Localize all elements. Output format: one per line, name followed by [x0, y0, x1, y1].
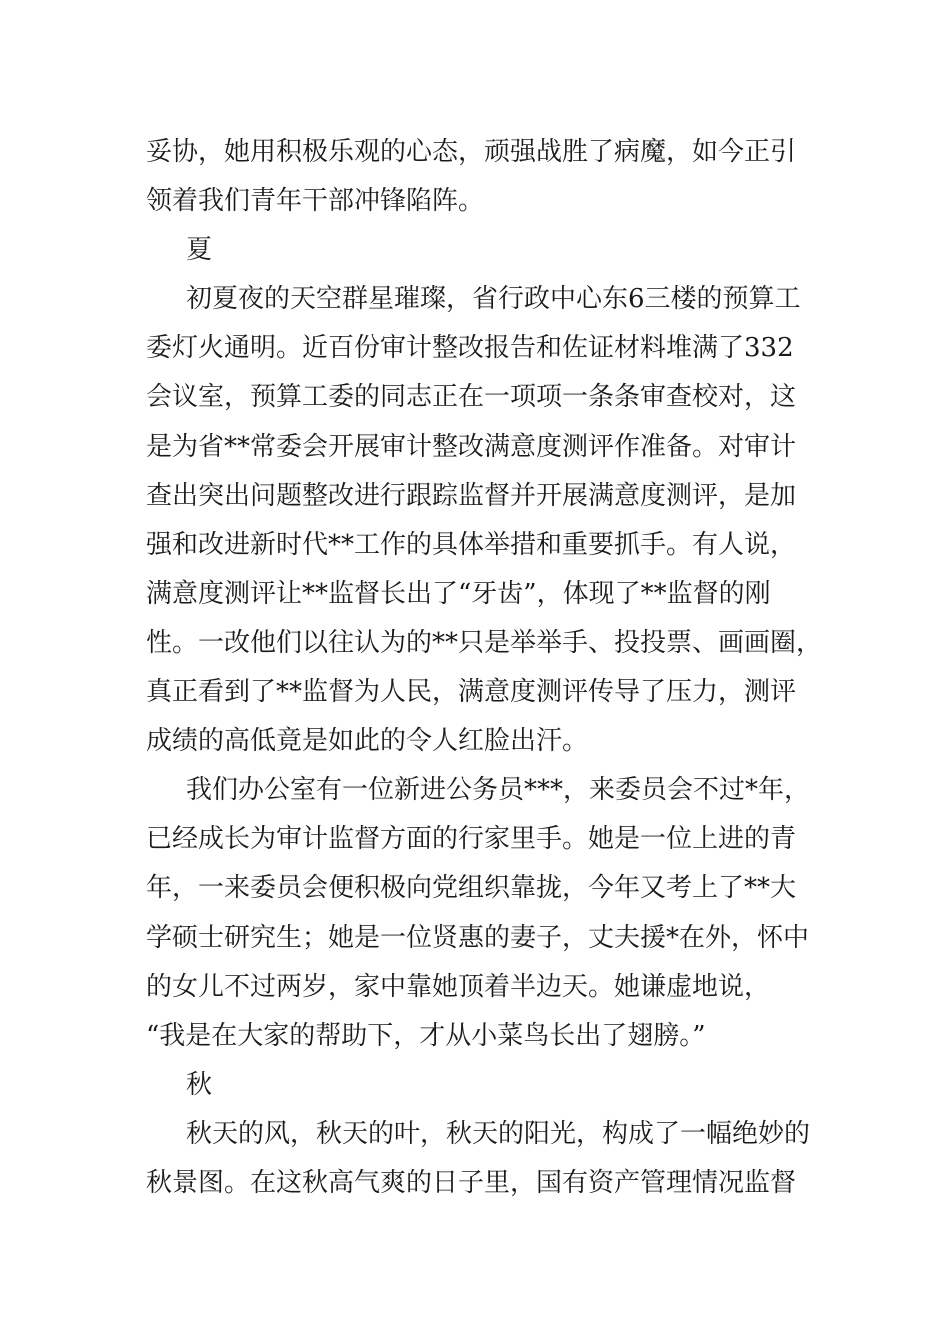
- paragraph-line: 真正看到了**监督为人民，满意度测评传导了压力，测评: [146, 677, 797, 708]
- paragraph-line: 妥协，她用积极乐观的心态，顽强战胜了病魔，如今正引: [146, 137, 797, 167]
- section-heading-autumn: 秋: [186, 1069, 213, 1100]
- paragraph-line: 我们办公室有一位新进公务员***，来委员会不过*年，: [186, 775, 811, 806]
- paragraph-line: 是为省**常委会开展审计整改满意度测评作准备。对审计: [146, 431, 797, 462]
- section-heading-summer: 夏: [186, 235, 213, 266]
- paragraph-line: 初夏夜的天空群星璀璨，省行政中心东6三楼的预算工: [186, 284, 801, 315]
- paragraph-line: 性。一改他们以往认为的**只是举举手、投投票、画画圈，: [146, 627, 823, 658]
- paragraph-line: 查出突出问题整改进行跟踪监督并开展满意度测评，是加: [146, 480, 797, 511]
- paragraph-line: 委灯火通明。近百份审计整改报告和佐证材料堆满了332: [146, 333, 794, 364]
- paragraph-line: 成绩的高低竟是如此的令人红脸出汗。: [146, 726, 589, 757]
- paragraph-line: 学硕士研究生；她是一位贤惠的妻子，丈夫援*在外，怀中: [146, 922, 810, 953]
- paragraph-line: “我是在大家的帮助下，才从小菜鸟长出了翅膀。”: [146, 1020, 706, 1051]
- paragraph-line: 秋天的风，秋天的叶，秋天的阳光，构成了一幅绝妙的: [186, 1118, 811, 1149]
- paragraph-line: 会议室，预算工委的同志正在一项项一条条审查校对，这: [146, 382, 797, 413]
- paragraph-line: 已经成长为审计监督方面的行家里手。她是一位上进的青: [146, 824, 797, 855]
- document-body: [146, 128, 823, 1208]
- paragraph-line: 秋景图。在这秋高气爽的日子里，国有资产管理情况监督: [146, 1167, 797, 1198]
- paragraph-line: 的女儿不过两岁，家中靠她顶着半边天。她谦虚地说，: [146, 971, 771, 1002]
- paragraph-line: 领着我们青年干部冲锋陷阵。: [146, 186, 485, 217]
- paragraph-line: 年，一来委员会便积极向党组织靠拢，今年又考上了**大: [146, 873, 797, 904]
- paragraph-line: 强和改进新时代**工作的具体举措和重要抓手。有人说，: [146, 529, 797, 560]
- paragraph-line: 满意度测评让**监督长出了“牙齿”，体现了**监督的刚: [146, 578, 771, 609]
